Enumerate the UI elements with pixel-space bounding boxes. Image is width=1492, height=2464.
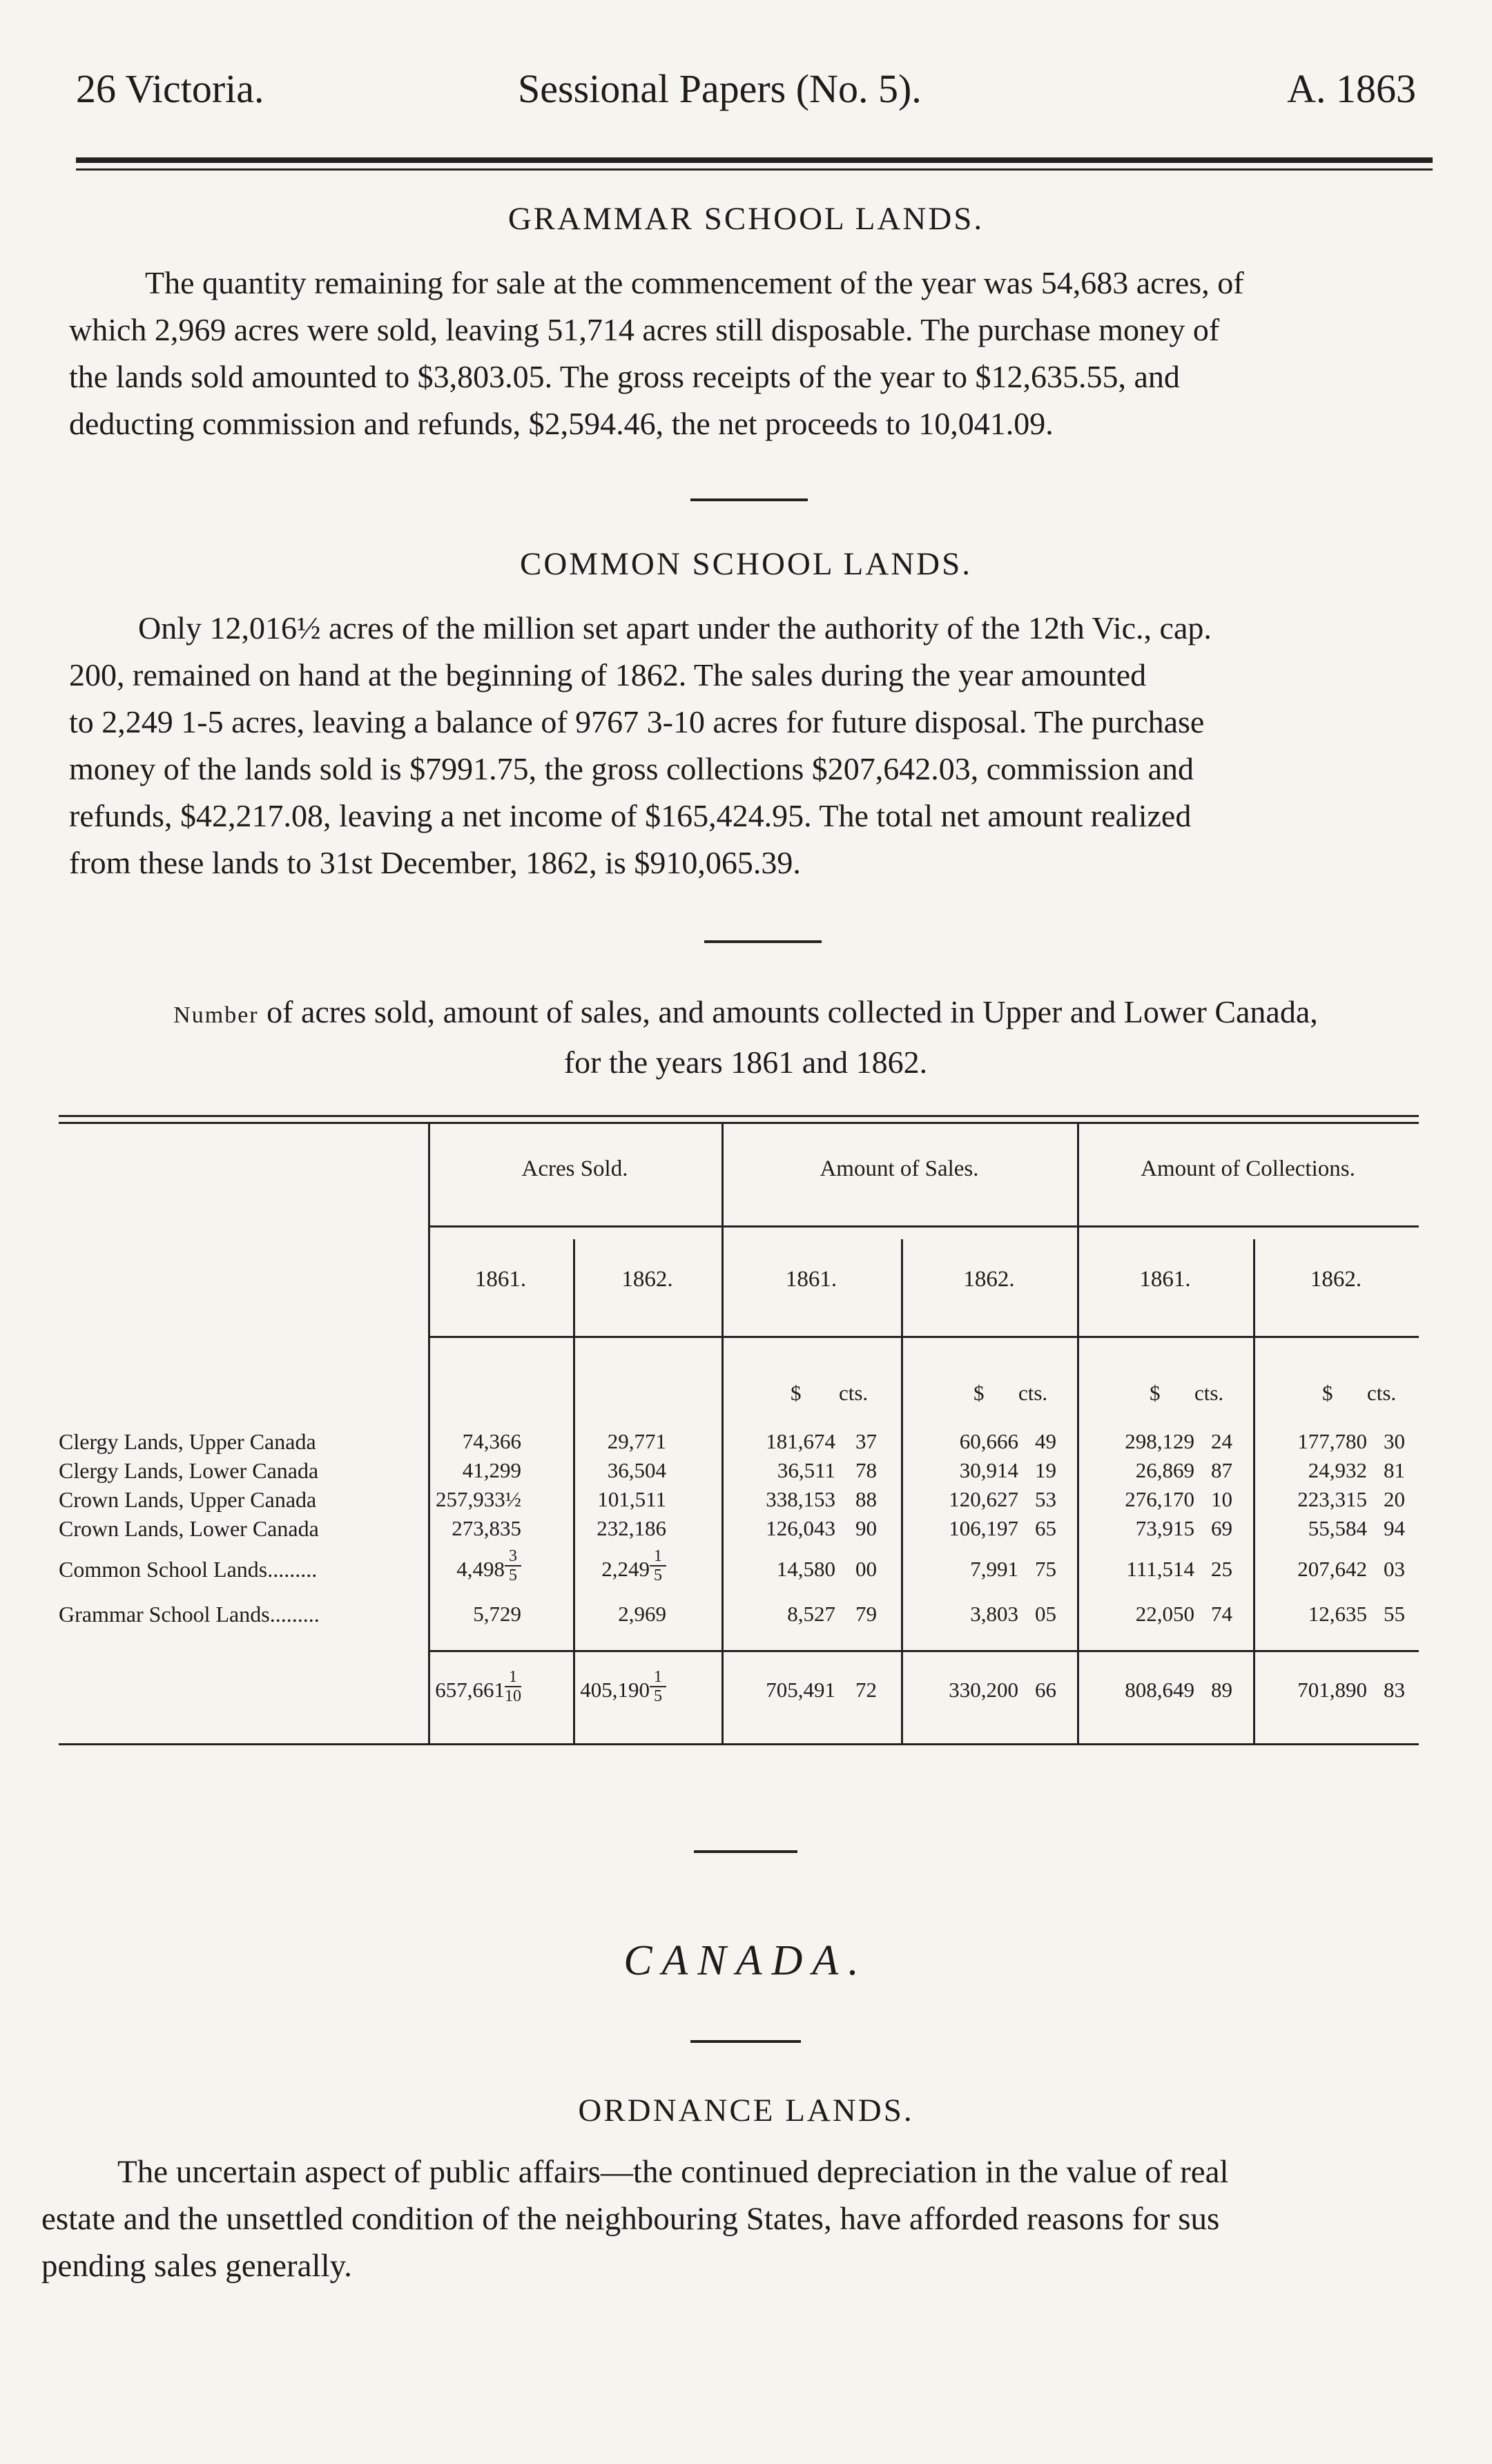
- table-cell: 24,932: [1308, 1458, 1367, 1482]
- table-cell: 90: [855, 1516, 877, 1540]
- table-cell: 05: [1035, 1602, 1056, 1626]
- table-cell: 232,186: [597, 1516, 666, 1540]
- fraction-numerator: 1: [650, 1547, 666, 1566]
- table-cell: 101,511: [597, 1487, 666, 1511]
- table-cell: 2,249: [601, 1557, 650, 1581]
- grammar-line: the lands sold amounted to $3,803.05. The gross receipts of the year to $12,635.55, and: [69, 359, 1180, 394]
- table-cell: 338,153: [766, 1487, 835, 1511]
- ordnance-paragraph: [41, 2148, 1422, 2289]
- column-divider: [573, 1239, 575, 1743]
- row-label: Crown Lands, Upper Canada: [59, 1487, 317, 1512]
- fraction: [650, 1547, 666, 1584]
- table-cell: 7,991: [970, 1557, 1018, 1581]
- table-cell: 29,771: [607, 1429, 666, 1453]
- cents-label: cts.: [1194, 1381, 1224, 1405]
- ordnance-line: estate and the unsettled condition of the neighbouring States, have afforded reasons for sus: [41, 2201, 1220, 2237]
- table-cell: 88: [855, 1487, 877, 1511]
- group-amount-collections: Amount of Collections.: [1141, 1156, 1355, 1181]
- table-cell: 30: [1384, 1429, 1405, 1453]
- header-rule: [428, 1336, 1419, 1338]
- section-divider: [694, 1850, 797, 1853]
- row-label: Crown Lands, Lower Canada: [59, 1516, 319, 1541]
- table-cell: 120,627: [949, 1487, 1018, 1511]
- table-caption: [55, 989, 1436, 1086]
- table-cell: 75: [1035, 1557, 1056, 1581]
- table-cell: 4,498: [456, 1557, 505, 1581]
- table-cell: 22,050: [1135, 1602, 1194, 1626]
- table-cell: 20: [1384, 1487, 1405, 1511]
- table-cell: 66: [1035, 1678, 1056, 1702]
- sales-table: [59, 1115, 1419, 1754]
- table-cell: 223,315: [1297, 1487, 1367, 1511]
- running-header: [76, 66, 1430, 121]
- table-cell: 36,504: [607, 1458, 666, 1482]
- table-cell: 273,835: [452, 1516, 521, 1540]
- row-label: Grammar School Lands.........: [59, 1602, 320, 1627]
- header-volume: 26 Victoria.: [76, 66, 264, 111]
- table-cell: 808,649: [1125, 1678, 1194, 1702]
- column-divider: [901, 1239, 903, 1743]
- cents-label: cts.: [1367, 1381, 1397, 1405]
- year-header: 1862.: [963, 1267, 1015, 1292]
- header-year: A. 1863: [1287, 66, 1416, 111]
- grammar-section-title: GRAMMAR SCHOOL LANDS.: [507, 201, 985, 237]
- group-acres-sold: Acres Sold.: [521, 1156, 628, 1181]
- common-line: from these lands to 31st December, 1862, is $910,065.39.: [69, 845, 801, 880]
- table-cell: 37: [855, 1429, 877, 1453]
- table-cell: 55,584: [1308, 1516, 1367, 1540]
- common-paragraph: [69, 605, 1422, 886]
- year-header: 1862.: [1310, 1267, 1362, 1292]
- table-cell: 87: [1211, 1458, 1232, 1482]
- dollar-label: $: [1150, 1381, 1161, 1405]
- table-cell: 257,933½: [436, 1487, 521, 1511]
- table-cell: 181,674: [766, 1429, 835, 1453]
- cents-label: cts.: [839, 1381, 869, 1405]
- row-label: Clergy Lands, Lower Canada: [59, 1458, 319, 1483]
- table-cell: 657,661: [435, 1678, 505, 1702]
- cents-label: cts.: [1018, 1381, 1048, 1405]
- table-cell: 26,869: [1135, 1458, 1194, 1482]
- table-cell: 53: [1035, 1487, 1056, 1511]
- table-cell: 74: [1211, 1602, 1232, 1626]
- table-cell: 69: [1211, 1516, 1232, 1540]
- table-cell: 72: [855, 1678, 877, 1702]
- fraction: [650, 1668, 666, 1705]
- table-cell: 81: [1384, 1458, 1405, 1482]
- fraction-denominator: 5: [654, 1566, 662, 1584]
- table-cell: 705,491: [766, 1678, 835, 1702]
- ordnance-line: pending sales generally.: [41, 2248, 352, 2284]
- table-cell: 89: [1211, 1678, 1232, 1702]
- table-cell: 83: [1384, 1678, 1405, 1702]
- grammar-paragraph: [69, 260, 1422, 447]
- ordnance-line: The uncertain aspect of public affairs—the continued depreciation in the value of real: [117, 2154, 1229, 2190]
- fraction-numerator: 1: [650, 1668, 666, 1687]
- table-cell: 405,190: [580, 1678, 650, 1702]
- table-cell: 49: [1035, 1429, 1056, 1453]
- group-amount-sales: Amount of Sales.: [820, 1156, 979, 1181]
- fraction-denominator: 5: [654, 1687, 662, 1705]
- caption-lead: Number: [173, 1002, 259, 1028]
- table-cell: 94: [1384, 1516, 1405, 1540]
- dollar-label: $: [973, 1381, 985, 1405]
- fraction: [505, 1668, 521, 1705]
- table-cell: 330,200: [949, 1678, 1018, 1702]
- fraction-numerator: 1: [505, 1668, 521, 1687]
- fraction-denominator: 10: [505, 1687, 521, 1705]
- table-cell: 298,129: [1125, 1429, 1194, 1453]
- canada-heading: CANADA.: [623, 1937, 869, 1984]
- table-cell: 41,299: [462, 1458, 521, 1482]
- table-cell: 25: [1211, 1557, 1232, 1581]
- table-cell: 55: [1384, 1602, 1405, 1626]
- grammar-line: deducting commission and refunds, $2,594.46, the net proceeds to 10,041.09.: [69, 406, 1054, 441]
- year-header: 1861.: [1139, 1267, 1191, 1292]
- table-cell: 65: [1035, 1516, 1056, 1540]
- table-cell: 00: [855, 1557, 877, 1581]
- common-line: Only 12,016½ acres of the million set apart under the authority of the 12th Vic., cap.: [138, 610, 1212, 646]
- header-rule-thin: [76, 168, 1433, 171]
- year-header: 1862.: [621, 1267, 673, 1292]
- header-rule-thick: [76, 157, 1433, 163]
- table-cell: 3,803: [970, 1602, 1018, 1626]
- table-cell: 36,511: [777, 1458, 835, 1482]
- table-cell: 73,915: [1135, 1516, 1194, 1540]
- dollar-label: $: [791, 1381, 802, 1405]
- table-cell: 78: [855, 1458, 877, 1482]
- totals-rule: [428, 1650, 1419, 1652]
- common-line: 200, remained on hand at the beginning of 1862. The sales during the year amounted: [69, 657, 1147, 692]
- table-cell: 701,890: [1297, 1678, 1367, 1702]
- row-label: Common School Lands.........: [59, 1557, 318, 1582]
- table-cell: 8,527: [787, 1602, 835, 1626]
- table-cell: 03: [1384, 1557, 1405, 1581]
- table-cell: 74,366: [462, 1429, 521, 1453]
- column-divider: [1253, 1239, 1255, 1743]
- header-rule: [428, 1225, 1419, 1228]
- table-cell: 19: [1035, 1458, 1056, 1482]
- table-cell: 2,969: [618, 1602, 666, 1626]
- table-cell: 207,642: [1297, 1557, 1367, 1581]
- table-cell: 30,914: [959, 1458, 1018, 1482]
- year-header: 1861.: [785, 1267, 837, 1292]
- year-header: 1861.: [474, 1267, 527, 1292]
- table-cell: 12,635: [1308, 1602, 1367, 1626]
- fraction-numerator: 3: [505, 1547, 521, 1566]
- table-top-rule: [59, 1115, 1419, 1117]
- table-cell: 126,043: [766, 1516, 835, 1540]
- table-cell: 79: [855, 1602, 877, 1626]
- caption-line: of acres sold, amount of sales, and amounts collected in Upper and Lower Canada,: [258, 994, 1318, 1029]
- section-divider: [704, 940, 822, 943]
- table-cell: 24: [1211, 1429, 1232, 1453]
- table-cell: 177,780: [1297, 1429, 1367, 1453]
- ordnance-section-title: ORDNANCE LANDS.: [578, 2093, 914, 2128]
- common-line: money of the lands sold is $7991.75, the gross collections $207,642.03, commission and: [69, 751, 1194, 786]
- section-divider: [690, 2040, 801, 2043]
- table-cell: 111,514: [1126, 1557, 1194, 1581]
- common-section-title: COMMON SCHOOL LANDS.: [520, 546, 972, 582]
- common-line: refunds, $42,217.08, leaving a net income of $165,424.95. The total net amount realized: [69, 798, 1192, 833]
- fraction: [505, 1547, 521, 1584]
- table-cell: 10: [1211, 1487, 1232, 1511]
- table-cell: 276,170: [1125, 1487, 1194, 1511]
- table-cell: 5,729: [473, 1602, 521, 1626]
- dollar-label: $: [1322, 1381, 1333, 1405]
- row-label: Clergy Lands, Upper Canada: [59, 1429, 316, 1454]
- grammar-line: which 2,969 acres were sold, leaving 51,714 acres still disposable. The purchase money of: [69, 312, 1220, 347]
- caption-line: for the years 1861 and 1862.: [563, 1045, 928, 1080]
- table-cell: 60,666: [959, 1429, 1018, 1453]
- table-cell: 106,197: [949, 1516, 1018, 1540]
- section-divider: [690, 498, 808, 501]
- common-line: to 2,249 1-5 acres, leaving a balance of 9767 3-10 acres for future disposal. The purchase: [69, 704, 1205, 739]
- header-series: Sessional Papers (No. 5).: [518, 66, 922, 111]
- table-bottom-rule: [59, 1743, 1419, 1745]
- table-cell: 14,580: [776, 1557, 835, 1581]
- table-top-rule: [59, 1122, 1419, 1124]
- grammar-line: The quantity remaining for sale at the commencement of the year was 54,683 acres, of: [145, 265, 1244, 300]
- fraction-denominator: 5: [509, 1566, 517, 1584]
